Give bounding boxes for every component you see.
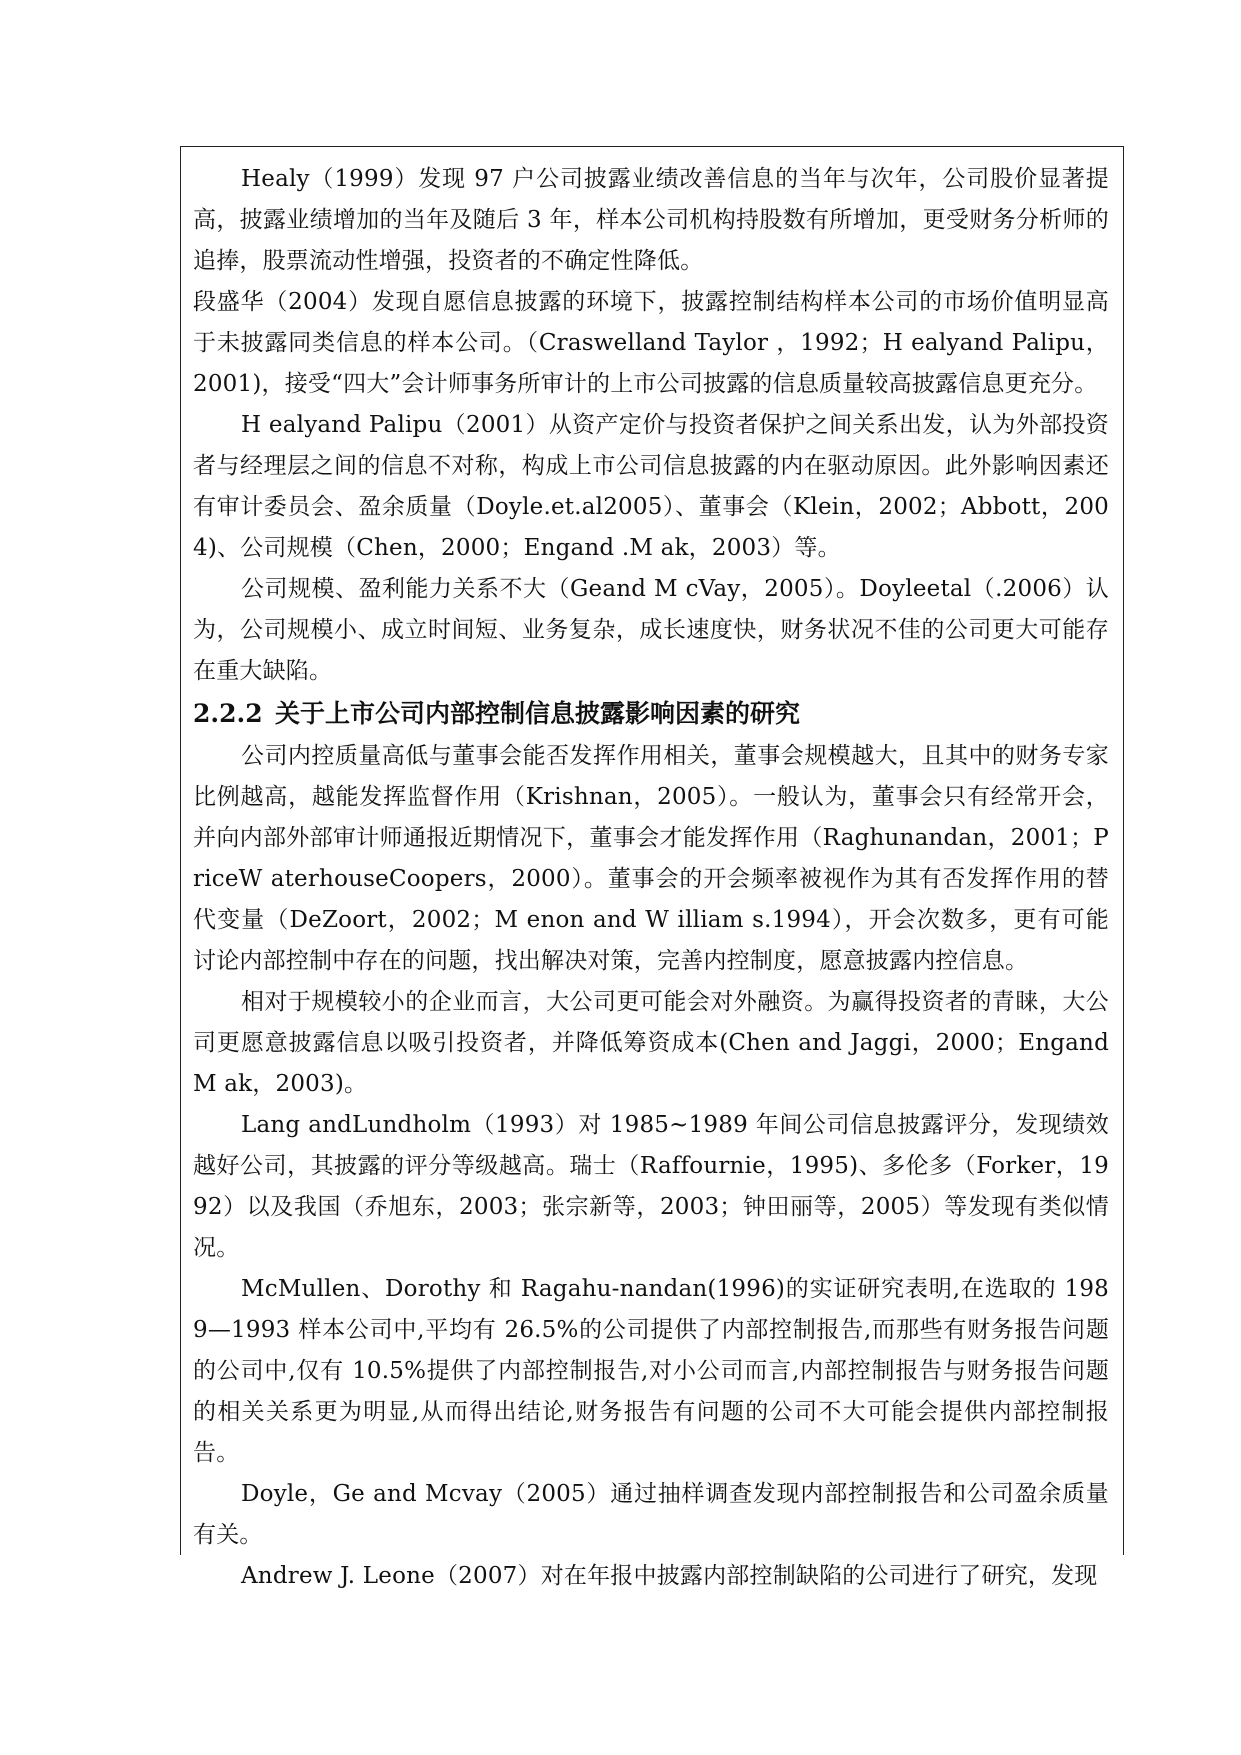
paragraph: Healy（1999）发现 97 户公司披露业绩改善信息的当年与次年，公司股价显著提高，披露业绩增加的当年及随后 3 年，样本公司机构持股数有所增加，更受财务分析师的追捧，股票流动性增强，投资者的不确定性降低。 — [193, 166, 1109, 274]
paragraph: Lang andLundholm（1993）对 1985~1989 年间公司信息披露评分，发现绩效越好公司，其披露的评分等级越高。瑞士（Raffournie，1995)、多伦多（Forker，1992）以及我国（乔旭东，2003；张宗新等，2003；钟田丽等，2005）等发现有类似情况。 — [193, 1112, 1109, 1261]
section-heading — [193, 692, 1109, 736]
paragraphs-after-heading — [193, 736, 1109, 1597]
document-frame — [180, 146, 1124, 1589]
paragraph: 相对于规模较小的企业而言，大公司更可能会对外融资。为赢得投资者的青睐，大公司更愿意披露信息以吸引投资者，并降低筹资成本(Chen and Jaggi，2000；Engand M ak，2003)。 — [193, 989, 1109, 1097]
paragraph: H ealyand Palipu（2001）从资产定价与投资者保护之间关系出发，认为外部投资者与经理层之间的信息不对称，构成上市公司信息披露的内在驱动原因。此外影响因素还有审计委员会、盈余质量（Doyle.et.al2005）、董事会（Klein，2002；Abbott，2004)、公司规模（Chen，2000；Engand .M ak，2003）等。 — [193, 412, 1109, 561]
paragraph: 公司内控质量高低与董事会能否发挥作用相关，董事会规模越大，且其中的财务专家比例越高，越能发挥监督作用（Krishnan，2005）。一般认为，董事会只有经常开会，并向内部外部审计师通报近期情况下，董事会才能发挥作用（Raghunandan，2001；PriceW aterhouseCoopers，2000）。董事会的开会频率被视作为其有否发挥作用的替代变量（DeZoort，2002；M enon and W illiam s.1994），开会次数多，更有可能讨论内部控制中存在的问题，找出解决对策，完善内控制度，愿意披露内控信息。 — [193, 743, 1109, 974]
paragraph: Doyle，Ge and Mcvay（2005）通过抽样调查发现内部控制报告和公司盈余质量有关。 — [193, 1481, 1109, 1548]
section-title: 关于上市公司内部控制信息披露影响因素的研究 — [275, 699, 801, 728]
paragraph: 段盛华（2004）发现自愿信息披露的环境下，披露控制结构样本公司的市场价值明显高于未披露同类信息的样本公司。（Craswelland Taylor ，1992；H ealyand Palipu，2001)，接受“四大”会计师事务所审计的上市公司披露的信息质量较高披露信息更充分。 — [193, 289, 1109, 397]
paragraph: Andrew J. Leone（2007）对在年报中披露内部控制缺陷的公司进行了研究，发现 — [241, 1563, 1098, 1589]
paragraph: McMullen、Dorothy 和 Ragahu-nandan(1996)的实证研究表明,在选取的 1989—1993 样本公司中,平均有 26.5%的公司提供了内部控制报告,而那些有财务报告问题的公司中,仅有 10.5%提供了内部控制报告,对小公司而言,内部控制报告与财务报告问题的相关关系更为明显,从而得出结论,财务报告有问题的公司不大可能会提供内部控制报告。 — [193, 1276, 1109, 1466]
section-number: 2.2.2 — [193, 699, 263, 728]
paragraphs-before-heading — [193, 159, 1109, 692]
paragraph: 公司规模、盈利能力关系不大（Geand M cVay，2005）。Doyleetal（.2006）认为，公司规模小、成立时间短、业务复杂，成长速度快，财务状况不佳的公司更大可能存在重大缺陷。 — [193, 576, 1109, 684]
